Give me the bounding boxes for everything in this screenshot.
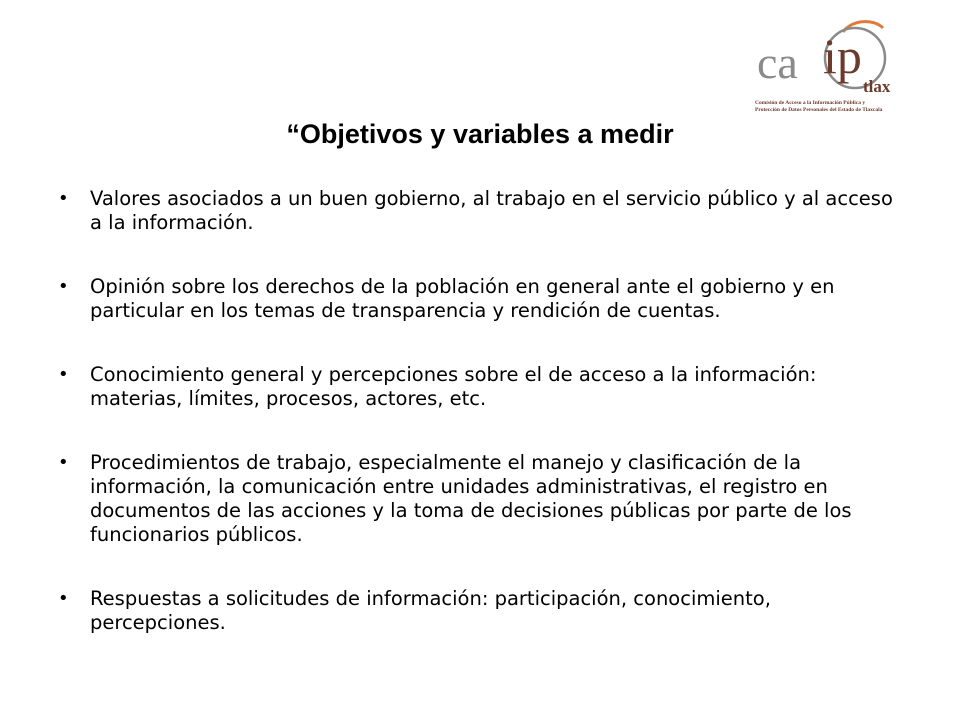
bullet-text: Conocimiento general y percepciones sobre el de acceso a la información: materias, límites, procesos, actores, etc. — [90, 363, 817, 410]
logo-text-ca: ca — [757, 37, 798, 88]
slide-title: “Objetivos y variables a medir — [286, 119, 674, 149]
logo-subtitle — [755, 100, 905, 113]
bullet-dot-icon: • — [58, 364, 69, 385]
bullet-text: Procedimientos de trabajo, especialmente el manejo y clasificación de la información, la comunicación entre unidades administrativas, el registro en documentos de las acciones y la toma de decisiones públicas por parte de los funcionarios públicos. — [90, 451, 852, 546]
caip-logo-mark — [755, 18, 900, 100]
bullet-item — [58, 275, 908, 323]
bullet-item — [58, 363, 908, 411]
bullet-dot-icon: • — [58, 276, 69, 297]
logo-subtitle-line1: Comisión de Acceso a la Información Pública y — [755, 100, 866, 106]
bullet-item — [58, 187, 908, 235]
logo-text-tlax: tlax — [863, 77, 891, 96]
bullet-item — [58, 451, 908, 547]
bullet-dot-icon: • — [58, 588, 69, 609]
bullet-dot-icon: • — [58, 452, 69, 473]
bullet-dot-icon: • — [58, 188, 69, 209]
bullet-text: Opinión sobre los derechos de la población en general ante el gobierno y en particular en los temas de transparencia y rendición de cuentas. — [90, 275, 835, 322]
logo-subtitle-line2: Protección de Datos Personales del Estado de Tlaxcala — [755, 106, 883, 113]
caip-logo — [755, 18, 900, 118]
logo-text-ip: ip — [823, 28, 862, 84]
bullet-list — [58, 187, 908, 675]
bullet-text: Valores asociados a un buen gobierno, al trabajo en el servicio público y al acceso a la información. — [90, 187, 893, 234]
bullet-item — [58, 587, 908, 635]
bullet-text: Respuestas a solicitudes de información: participación, conocimiento, percepciones. — [90, 587, 771, 634]
